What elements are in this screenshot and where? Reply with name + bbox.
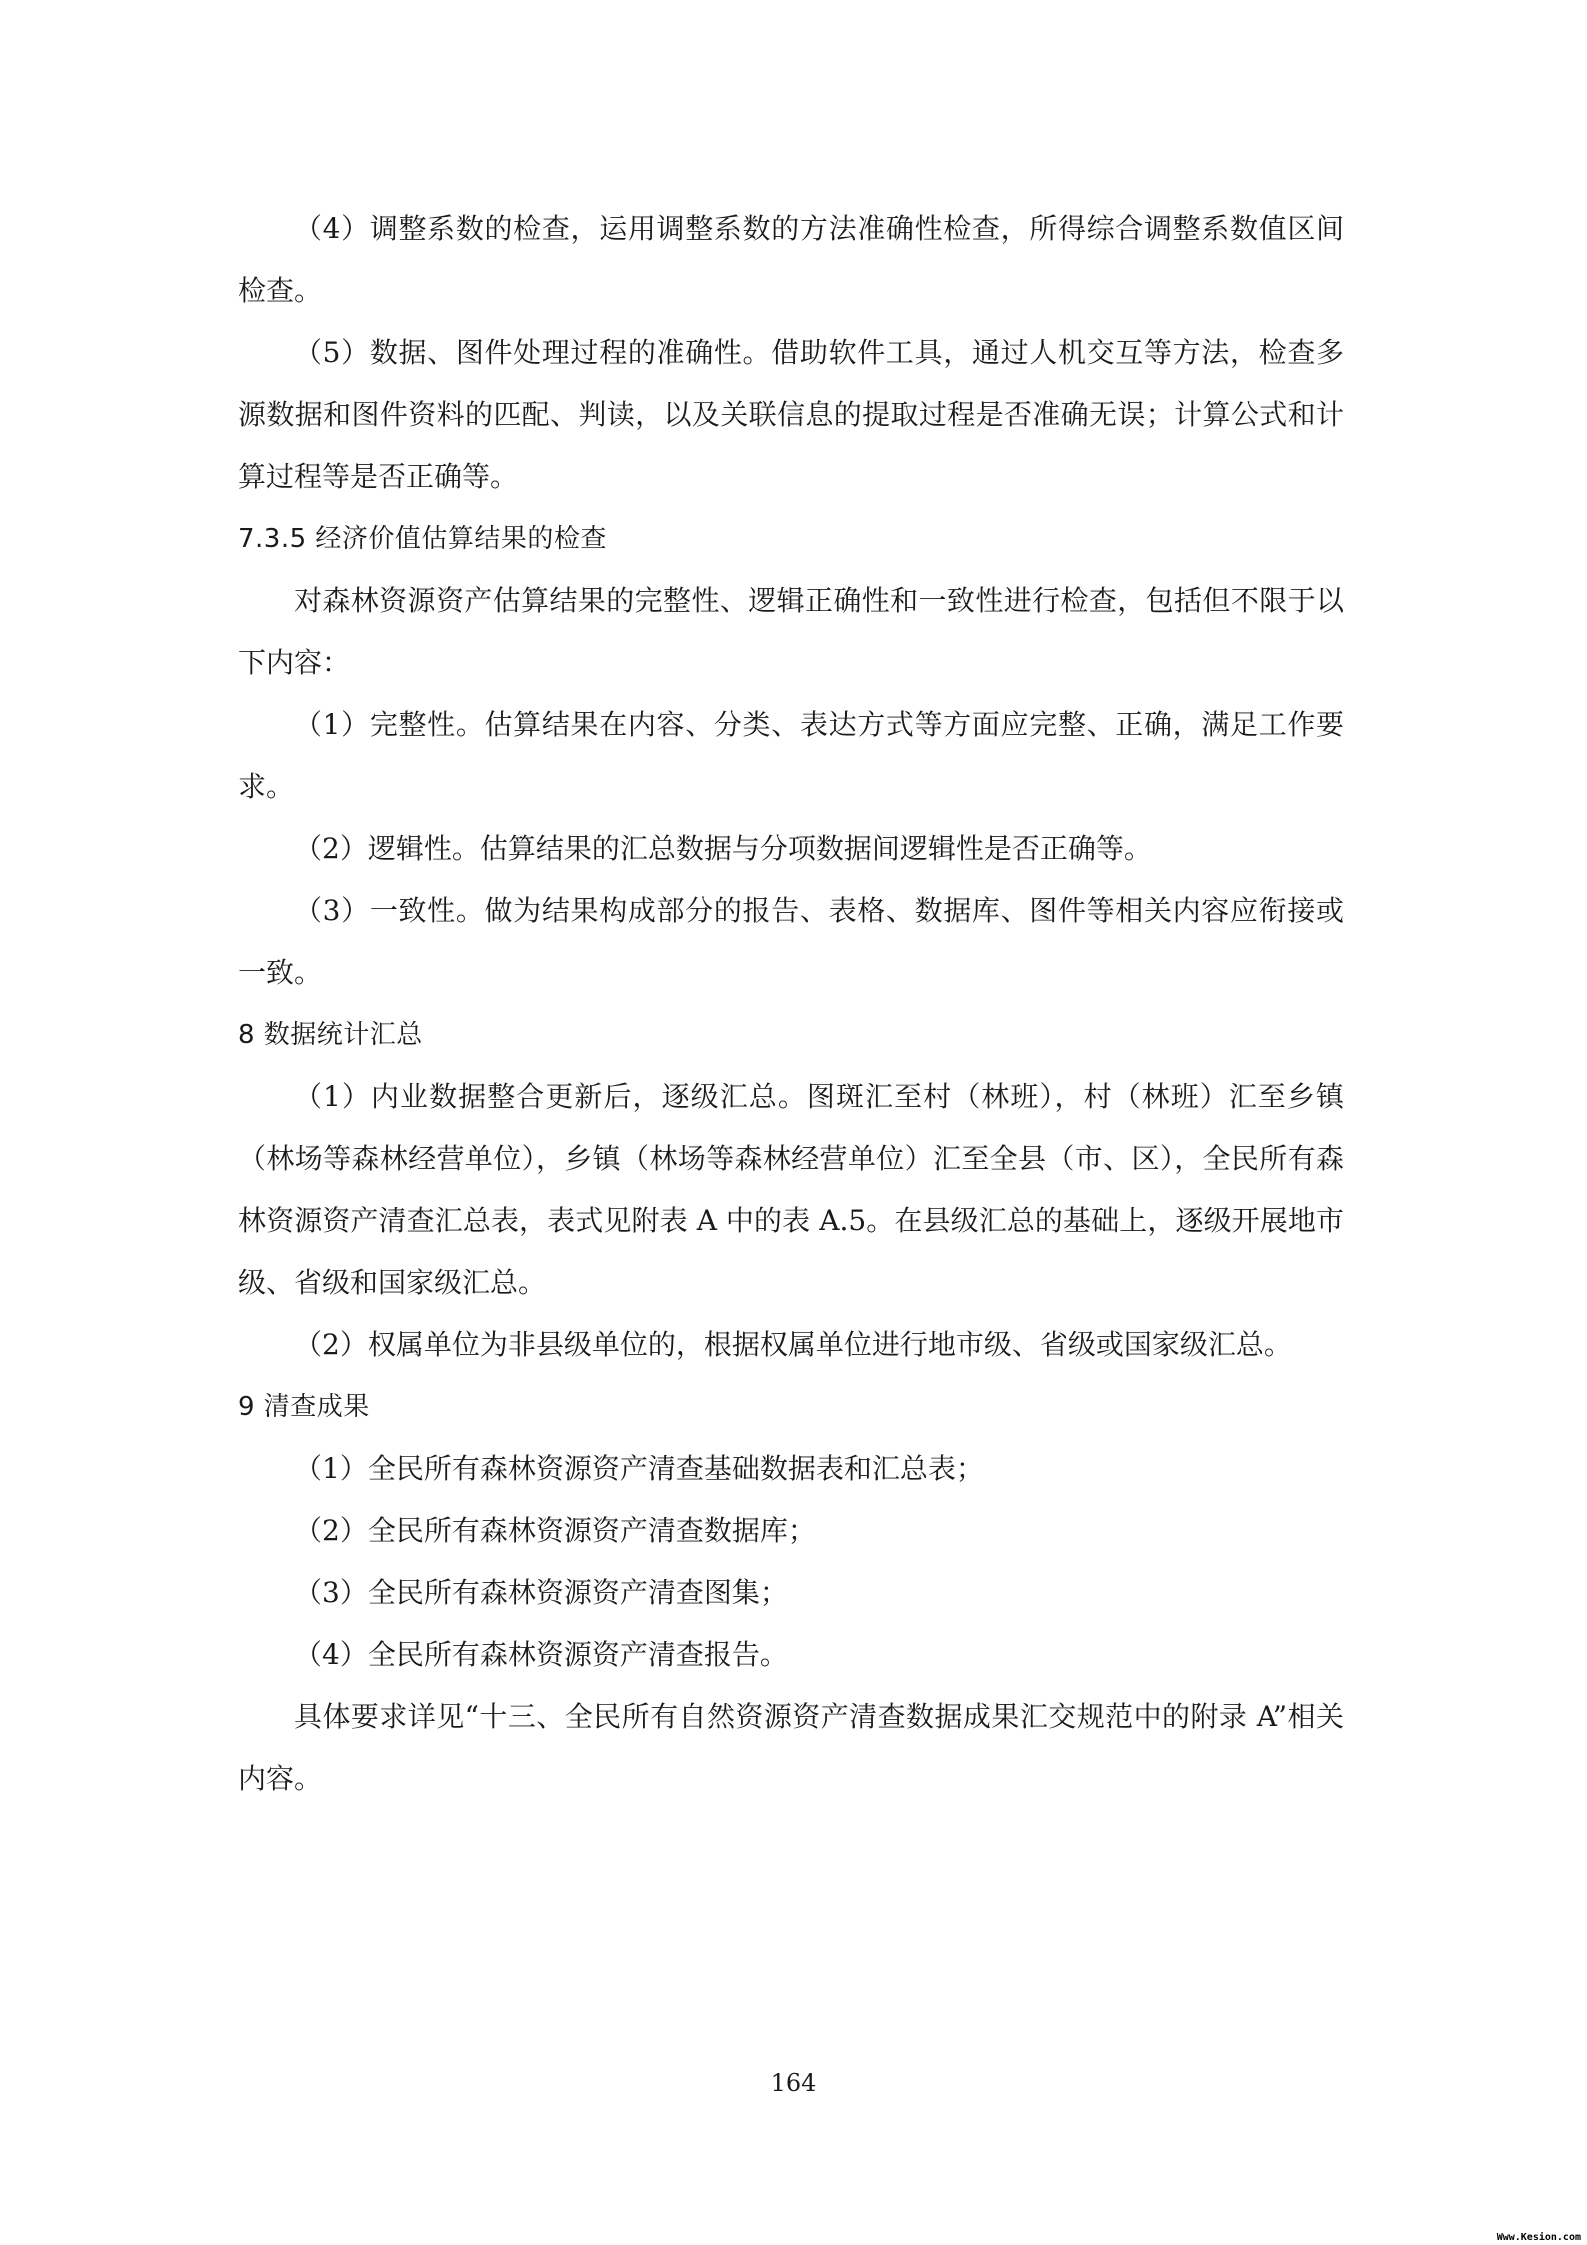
paragraph-logic: （2）逻辑性。估算结果的汇总数据与分项数据间逻辑性是否正确等。: [294, 832, 1152, 865]
page-number: 164: [770, 2069, 817, 2097]
section-heading-9: 9 清查成果: [238, 1392, 370, 1422]
watermark: Www.Kesion.com: [1496, 2232, 1581, 2243]
paragraph-data-processing-accuracy: （5）数据、图件处理过程的准确性。借助软件工具，通过人机交互等方法，检查多源数据和图件资料的匹配、判读，以及关联信息的提取过程是否准确无误；计算公式和计算过程等是否正确等。: [238, 336, 1344, 493]
paragraph-completeness: （1）完整性。估算结果在内容、分类、表达方式等方面应完整、正确，满足工作要求。: [238, 708, 1344, 803]
paragraph-result-database: （2）全民所有森林资源资产清查数据库；: [294, 1514, 816, 1547]
page-body: [238, 198, 1344, 1810]
paragraph-specific-requirements: 具体要求详见“十三、全民所有自然资源资产清查数据成果汇交规范中的附录 A”相关内容。: [238, 1700, 1344, 1795]
section-heading-7-3-5: 7.3.5 经济价值估算结果的检查: [238, 524, 607, 554]
paragraph-result-tables: （1）全民所有森林资源资产清查基础数据表和汇总表；: [294, 1452, 984, 1485]
paragraph-consistency: （3）一致性。做为结果构成部分的报告、表格、数据库、图件等相关内容应衔接或一致。: [238, 894, 1344, 989]
paragraph-result-check-intro: 对森林资源资产估算结果的完整性、逻辑正确性和一致性进行检查，包括但不限于以下内容：: [238, 584, 1344, 679]
paragraph-level-summary: （1）内业数据整合更新后，逐级汇总。图斑汇至村（林班），村（林班）汇至乡镇（林场等森林经营单位），乡镇（林场等森林经营单位）汇至全县（市、区），全民所有森林资源资产清查汇总表，表式见附表 A 中的表 A.5。在县级汇总的基础上，逐级开展地市级、省级和国家级汇总。: [238, 1080, 1344, 1299]
paragraph-result-atlas: （3）全民所有森林资源资产清查图集；: [294, 1576, 788, 1609]
paragraph-result-report: （4）全民所有森林资源资产清查报告。: [294, 1638, 788, 1671]
paragraph-adjust-coefficient-check: （4）调整系数的检查，运用调整系数的方法准确性检查，所得综合调整系数值区间检查。: [238, 212, 1344, 307]
section-heading-8: 8 数据统计汇总: [238, 1020, 423, 1050]
paragraph-ownership-summary: （2）权属单位为非县级单位的，根据权属单位进行地市级、省级或国家级汇总。: [294, 1328, 1292, 1361]
